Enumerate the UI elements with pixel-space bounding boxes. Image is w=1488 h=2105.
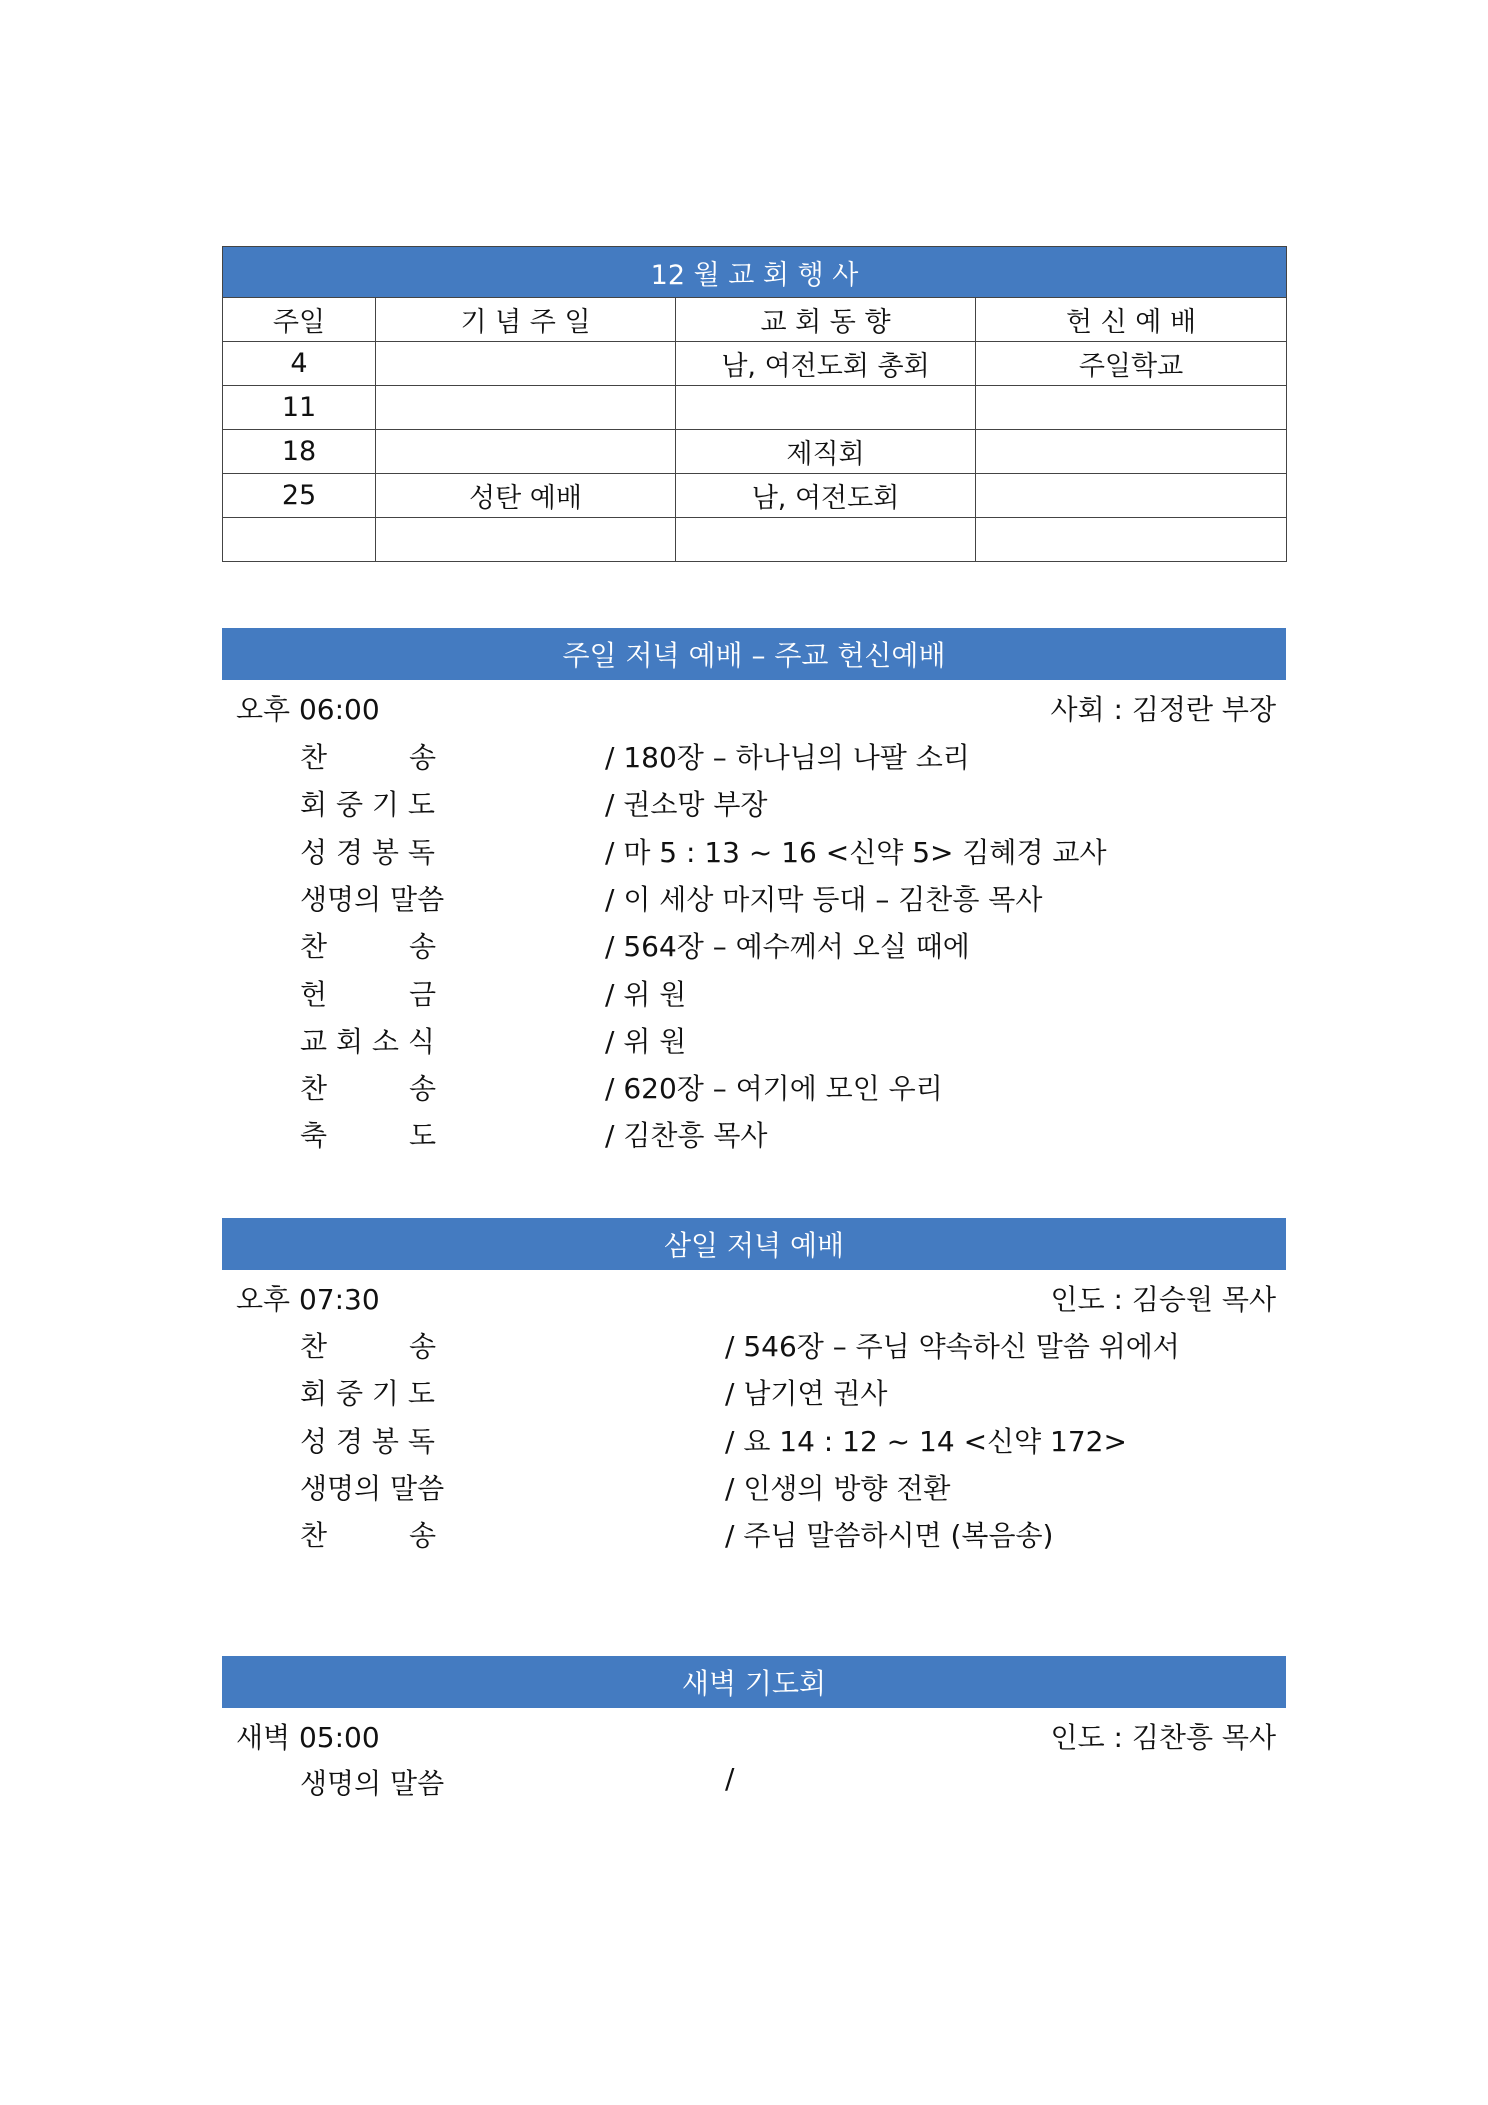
- order-item: [300, 1114, 436, 1154]
- table-cell: 4: [223, 342, 376, 386]
- service-time: 새벽 05:00: [236, 1721, 380, 1754]
- order-detail: / 546장 – 주님 약속하신 말씀 위에서: [725, 1330, 1180, 1363]
- events-header-row: [223, 298, 1287, 342]
- service-time: 오후 07:30: [236, 1283, 380, 1316]
- table-cell: 남, 여전도회 총회: [676, 342, 976, 386]
- table-cell: 11: [223, 386, 376, 430]
- order-row: [0, 1514, 1488, 1554]
- service-time: 오후 06:00: [236, 693, 380, 726]
- order-item: [300, 1514, 436, 1554]
- table-cell: 제직회: [676, 430, 976, 474]
- order-row: [0, 973, 1488, 1013]
- table-row: [223, 474, 1287, 518]
- table-row: [223, 386, 1287, 430]
- table-cell: [976, 474, 1287, 518]
- sunday-evening-meta: [236, 688, 1276, 728]
- table-cell: [376, 518, 676, 562]
- order-item: [300, 1067, 436, 1107]
- order-item: 성 경 봉 독: [300, 835, 435, 869]
- order-row: [0, 1020, 1488, 1060]
- table-cell: [676, 386, 976, 430]
- order-detail: / 564장 – 예수께서 오실 때에: [605, 930, 970, 964]
- table-cell: [376, 386, 676, 430]
- order-item-char: 금: [408, 977, 436, 1011]
- table-cell: [376, 430, 676, 474]
- order-detail: / 위 원: [605, 977, 687, 1011]
- order-item: [300, 1325, 436, 1365]
- order-detail: / 주님 말씀하시면 (복음송): [725, 1519, 1054, 1553]
- order-item: 회 중 기 도: [300, 788, 435, 822]
- order-item: 교 회 소 식: [300, 1024, 435, 1058]
- order-detail: / 인생의 방향 전환: [725, 1471, 951, 1505]
- order-row: [0, 878, 1488, 918]
- order-row: [0, 1762, 1488, 1802]
- dawn-prayer-banner: 새벽 기도회: [222, 1656, 1286, 1708]
- order-item-char: 찬: [300, 741, 328, 774]
- order-item-char: 찬: [300, 1072, 328, 1106]
- order-detail: / 김찬흥 목사: [605, 1119, 768, 1153]
- service-leader: 인도 : 김승원 목사: [1050, 1283, 1276, 1316]
- table-cell: 25: [223, 474, 376, 518]
- order-detail: / 이 세상 마지막 등대 – 김찬흥 목사: [605, 882, 1043, 916]
- table-cell: 남, 여전도회: [676, 474, 976, 518]
- order-detail: / 남기연 권사: [725, 1377, 888, 1411]
- order-row: [0, 1325, 1488, 1365]
- header-dedication: 헌 신 예 배: [976, 298, 1287, 342]
- order-item-char: 송: [408, 930, 436, 964]
- order-item: 생명의 말씀: [300, 1471, 445, 1505]
- order-item-char: 찬: [300, 930, 328, 964]
- table-cell: [676, 518, 976, 562]
- order-detail: / 620장 – 여기에 모인 우리: [605, 1072, 943, 1106]
- order-row: [0, 783, 1488, 823]
- order-item: 회 중 기 도: [300, 1377, 435, 1411]
- table-cell: [976, 518, 1287, 562]
- order-detail: / 마 5 : 13 ~ 16 <신약 5> 김혜경 교사: [605, 835, 1107, 869]
- order-row: [0, 1420, 1488, 1460]
- order-item: [300, 925, 436, 965]
- order-item: 생명의 말씀: [300, 882, 445, 916]
- order-row: [0, 1372, 1488, 1412]
- order-item-char: 송: [408, 1072, 436, 1106]
- order-item: 성 경 봉 독: [300, 1424, 435, 1458]
- order-item-char: 송: [408, 1330, 436, 1363]
- table-cell: [376, 342, 676, 386]
- order-row: [0, 831, 1488, 871]
- table-cell: [976, 386, 1287, 430]
- dawn-prayer-meta: [236, 1716, 1276, 1756]
- service-leader: 인도 : 김찬흥 목사: [1050, 1721, 1276, 1754]
- order-detail: /: [725, 1762, 735, 1795]
- table-row: [223, 430, 1287, 474]
- table-cell: 주일학교: [976, 342, 1287, 386]
- order-row: [0, 736, 1488, 776]
- header-church-news: 교 회 동 향: [676, 298, 976, 342]
- wednesday-evening-banner: 삼일 저녁 예배: [222, 1218, 1286, 1270]
- table-cell: [223, 518, 376, 562]
- table-cell: 성탄 예배: [376, 474, 676, 518]
- order-row: [0, 1067, 1488, 1107]
- sunday-evening-banner: 주일 저녁 예배 – 주교 헌신예배: [222, 628, 1286, 680]
- order-item: [300, 736, 436, 776]
- order-row: [0, 1114, 1488, 1154]
- header-memorial: 기 념 주 일: [376, 298, 676, 342]
- service-leader: 사회 : 김정란 부장: [1050, 693, 1276, 726]
- table-row: [223, 518, 1287, 562]
- wednesday-evening-meta: [236, 1278, 1276, 1318]
- order-row: [0, 1467, 1488, 1507]
- order-item-char: 찬: [300, 1519, 328, 1553]
- order-item: [300, 973, 436, 1013]
- order-item-char: 송: [408, 1519, 436, 1553]
- table-row: [223, 342, 1287, 386]
- table-cell: 18: [223, 430, 376, 474]
- order-item-char: 축: [300, 1119, 328, 1153]
- order-item-char: 도: [408, 1119, 436, 1153]
- order-item: 생명의 말씀: [300, 1767, 445, 1800]
- header-sunday: 주일: [223, 298, 376, 342]
- order-detail: / 권소망 부장: [605, 788, 768, 822]
- order-row: [0, 925, 1488, 965]
- order-item-char: 송: [408, 741, 436, 774]
- table-cell: [976, 430, 1287, 474]
- order-detail: / 180장 – 하나님의 나팔 소리: [605, 741, 970, 774]
- events-table-title: 12 월 교 회 행 사: [223, 247, 1287, 298]
- order-item-char: 헌: [300, 977, 328, 1011]
- order-detail: / 위 원: [605, 1024, 687, 1058]
- december-events-table: [222, 246, 1287, 562]
- order-detail: / 요 14 : 12 ~ 14 <신약 172>: [725, 1424, 1127, 1458]
- order-item-char: 찬: [300, 1330, 328, 1363]
